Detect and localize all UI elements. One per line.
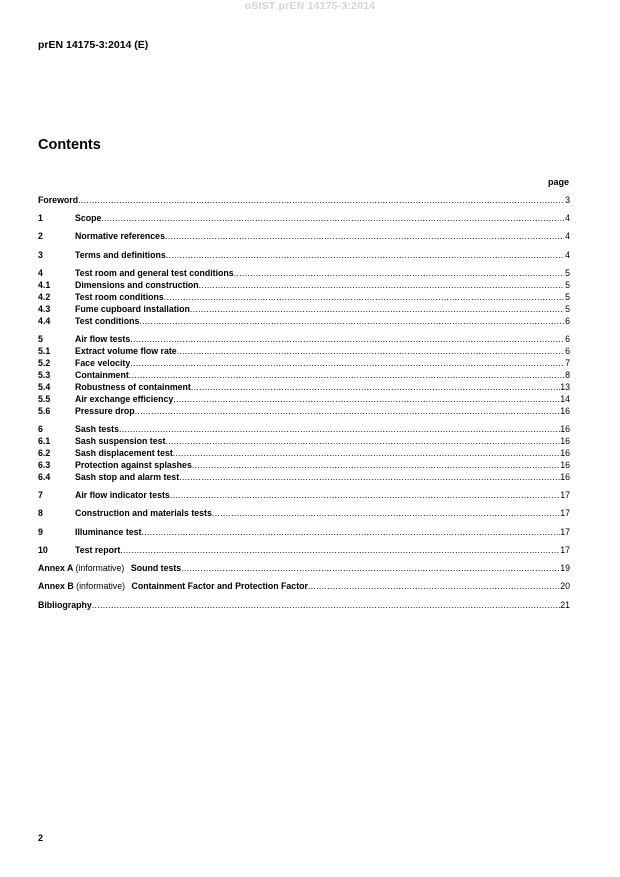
toc-entry-number: 5.3: [38, 370, 51, 380]
toc-entry-title: Sash displacement test: [75, 448, 173, 458]
toc-entry-page: 5: [565, 304, 570, 314]
toc-entry-page: 14: [560, 394, 570, 404]
watermark: oSIST prEN 14175-3:2014: [244, 0, 376, 12]
toc-entry-title: Air flow indicator tests: [75, 490, 170, 500]
toc-entry-number: 2: [38, 231, 43, 241]
dot-leader: [129, 370, 564, 381]
toc-entry-page: 16: [560, 460, 570, 470]
toc-entry-page: 5: [565, 292, 570, 302]
toc-entry-title: Scope: [75, 213, 102, 223]
dot-leader: [199, 280, 564, 291]
toc-entry-title: Robustness of containment: [75, 382, 191, 392]
toc-entry-number: 10: [38, 545, 48, 555]
dot-leader: [78, 195, 564, 206]
annex-title: Sound tests: [130, 563, 182, 573]
dot-leader: [179, 472, 560, 483]
toc-entry-number: 5.6: [38, 406, 51, 416]
toc-entry-title: Air flow tests: [75, 334, 131, 344]
toc-entry-8[interactable]: [38, 508, 570, 519]
toc-entry-6-2[interactable]: [38, 448, 570, 459]
toc-entry-title: Illuminance test: [75, 527, 142, 537]
toc-entry-title: Sash tests: [75, 424, 120, 434]
toc-entry-title: Construction and materials tests: [75, 508, 212, 518]
toc-entry-page: 19: [560, 563, 570, 573]
dot-leader: [166, 250, 564, 261]
toc-entry-title: Face velocity: [75, 358, 131, 368]
toc-entry-title: Dimensions and construction: [75, 280, 199, 290]
toc-entry-title: Test room and general test conditions: [75, 268, 234, 278]
dot-leader: [101, 213, 564, 224]
dot-leader: [165, 231, 564, 242]
toc-entry-4-3[interactable]: [38, 304, 570, 315]
toc-entry-page: 16: [560, 424, 570, 434]
toc-entry-page: 16: [560, 448, 570, 458]
toc-entry-7[interactable]: [38, 490, 570, 501]
toc-entry-title: Test conditions: [75, 316, 140, 326]
toc-entry-page: 16: [560, 472, 570, 482]
toc-entry-page: 16: [560, 406, 570, 416]
toc-entry-number: 4.4: [38, 316, 51, 326]
toc-entry-5-1[interactable]: [38, 346, 570, 357]
toc-entry-annex-b[interactable]: [38, 581, 570, 592]
toc-entry-page: 5: [565, 268, 570, 278]
dot-leader: [139, 316, 564, 327]
dot-leader: [190, 304, 564, 315]
toc-entry-title: Test report: [75, 545, 121, 555]
page-column-label: page: [547, 177, 569, 187]
contents-heading: Contents: [38, 137, 101, 153]
toc-entry-4-1[interactable]: [38, 280, 570, 291]
toc-entry-page: 13: [560, 382, 570, 392]
toc-entry-number: 9: [38, 527, 43, 537]
annex-qualifier: (informative): [76, 581, 126, 591]
toc-entry-number: 5.2: [38, 358, 51, 368]
dot-leader: [192, 460, 560, 471]
toc-entry-page: 17: [560, 490, 570, 500]
toc-entry-5-5[interactable]: [38, 394, 570, 405]
dot-leader: [130, 334, 564, 345]
toc-entry-5-3[interactable]: [38, 370, 570, 381]
dot-leader: [181, 563, 560, 574]
dot-leader: [308, 581, 560, 592]
toc-entry-title: [38, 581, 308, 592]
toc-entry-3[interactable]: [38, 250, 570, 261]
toc-entry-annex-a[interactable]: [38, 563, 570, 574]
toc-entry-page: 5: [565, 280, 570, 290]
dot-leader: [135, 406, 561, 417]
dot-leader: [173, 448, 560, 459]
toc-entry-title: Test room conditions: [75, 292, 164, 302]
document-identifier: prEN 14175-3:2014 (E): [38, 39, 149, 51]
toc-entry-number: 4.1: [38, 280, 51, 290]
toc-entry-number: 6: [38, 424, 43, 434]
toc-entry-title: Air exchange efficiency: [75, 394, 174, 404]
toc-entry-number: 6.2: [38, 448, 51, 458]
toc-entry-number: 6.4: [38, 472, 51, 482]
toc-entry-9[interactable]: [38, 527, 570, 538]
dot-leader: [173, 394, 560, 405]
toc-entry-page: 16: [560, 436, 570, 446]
toc-entry-10[interactable]: [38, 545, 570, 556]
page-number: 2: [38, 833, 44, 843]
toc-entry-number: 5: [38, 334, 43, 344]
toc-entry-page: 17: [560, 545, 570, 555]
toc-entry-page: 20: [560, 581, 570, 591]
toc-entry-5-6[interactable]: [38, 406, 570, 417]
toc-entry-page: 7: [565, 358, 570, 368]
toc-entry-title: Pressure drop: [75, 406, 135, 416]
dot-leader: [120, 545, 560, 556]
dot-leader: [191, 382, 560, 393]
toc-entry-page: 17: [560, 527, 570, 537]
annex-qualifier: (informative): [75, 563, 125, 573]
toc-entry-number: 4.2: [38, 292, 51, 302]
toc-entry-6-3[interactable]: [38, 460, 570, 471]
toc-entry-page: 4: [565, 213, 570, 223]
toc-entry-2[interactable]: [38, 231, 570, 242]
toc-entry-number: 1: [38, 213, 43, 223]
toc-entry-title: Sash stop and alarm test: [75, 472, 180, 482]
toc-entry-number: 4.3: [38, 304, 51, 314]
toc-entry-bibliography[interactable]: [38, 600, 570, 611]
dot-leader: [212, 508, 560, 519]
toc-entry-page: 21: [560, 600, 570, 610]
toc-entry-page: 4: [565, 250, 570, 260]
toc-entry-5[interactable]: [38, 334, 570, 345]
toc-entry-6-1[interactable]: [38, 436, 570, 447]
annex-title: Containment Factor and Protection Factor: [131, 581, 308, 591]
toc-entry-page: 6: [565, 316, 570, 326]
toc-entry-number: 4: [38, 268, 43, 278]
toc-entry-page: 8: [565, 370, 570, 380]
toc-entry-5-4[interactable]: [38, 382, 570, 393]
dot-leader: [119, 424, 560, 435]
toc-entry-title: Extract volume flow rate: [75, 346, 177, 356]
toc-entry-number: 3: [38, 250, 43, 260]
toc-entry-title: Sash suspension test: [75, 436, 166, 446]
toc-entry-title: Fume cupboard installation: [75, 304, 190, 314]
dot-leader: [141, 527, 560, 538]
toc-entry-title: Bibliography: [38, 600, 92, 610]
toc-entry-title: Terms and definitions: [75, 250, 166, 260]
toc-entry-number: 6.3: [38, 460, 51, 470]
toc-entry-6-4[interactable]: [38, 472, 570, 483]
toc-entry-title: Normative references: [75, 231, 165, 241]
dot-leader: [165, 436, 560, 447]
toc-entry-title: Containment: [75, 370, 129, 380]
dot-leader: [92, 600, 560, 611]
toc-entry-title: Foreword: [38, 195, 79, 205]
toc-entry-number: 6.1: [38, 436, 51, 446]
toc-entry-4-2[interactable]: [38, 292, 570, 303]
toc-entry-1[interactable]: [38, 213, 570, 224]
toc-entry-5-2[interactable]: [38, 358, 570, 369]
toc-entry-title: Protection against splashes: [75, 460, 192, 470]
dot-leader: [234, 268, 564, 279]
toc-entry-number: 7: [38, 490, 43, 500]
toc-entry-4-4[interactable]: [38, 316, 570, 327]
toc-entry-page: 17: [560, 508, 570, 518]
toc-entry-page: 4: [565, 231, 570, 241]
toc-entry-number: 5.4: [38, 382, 51, 392]
dot-leader: [177, 346, 564, 357]
toc-entry-number: 5.5: [38, 394, 51, 404]
toc-entry-6[interactable]: [38, 424, 570, 435]
toc-entry-number: 8: [38, 508, 43, 518]
dot-leader: [170, 490, 560, 501]
toc-entry-foreword[interactable]: [38, 195, 570, 206]
annex-label: Annex A: [38, 563, 74, 573]
toc-entry-page: 3: [565, 195, 570, 205]
toc-entry-number: 5.1: [38, 346, 51, 356]
toc-entry-4[interactable]: [38, 268, 570, 279]
toc-entry-title: [38, 563, 181, 574]
dot-leader: [164, 292, 564, 303]
dot-leader: [130, 358, 564, 369]
toc-entry-page: 6: [565, 346, 570, 356]
annex-label: Annex B: [38, 581, 74, 591]
toc-entry-page: 6: [565, 334, 570, 344]
